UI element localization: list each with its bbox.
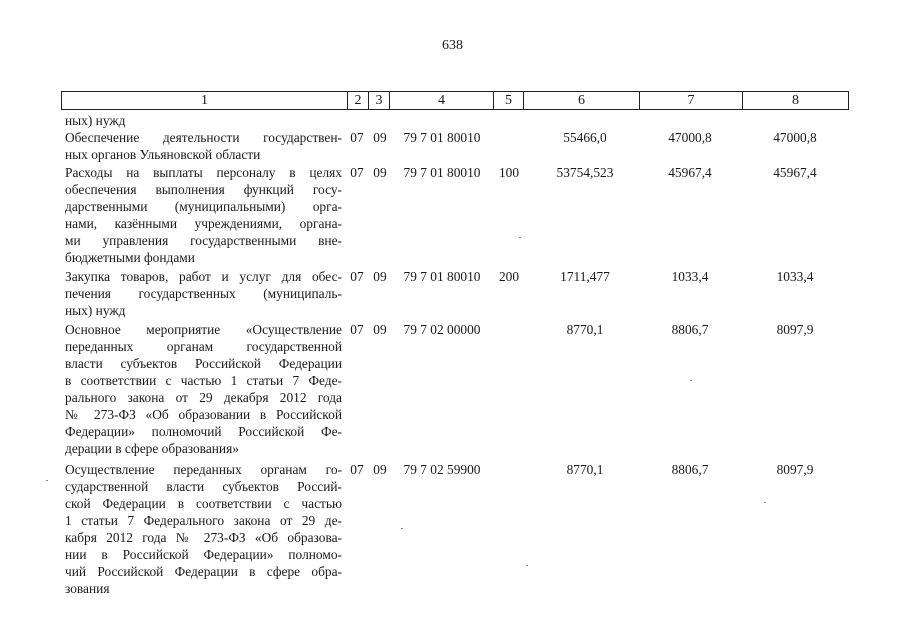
description-line: бюджетными фондами xyxy=(65,250,195,265)
description-line: № 273-ФЗ «Об образовании в Российской xyxy=(65,407,342,422)
scan-speck xyxy=(519,237,521,238)
description-line: сударственной власти субъектов Россий- xyxy=(65,479,342,494)
row-description xyxy=(65,129,342,163)
description-line: 1 статьи 7 Федерального закона от 29 де- xyxy=(65,513,342,528)
description-line: рального закона от 29 декабря 2012 года xyxy=(65,390,342,405)
description-line: переданных органам государственной xyxy=(65,339,342,354)
cell-amount-7: 8806,7 xyxy=(671,462,709,477)
header-col-4: 4 xyxy=(390,92,494,109)
description-line: нами, казёнными учреждениями, органа- xyxy=(65,216,342,231)
description-line: ных) нужд xyxy=(65,113,126,128)
cell-section: 07 xyxy=(350,269,364,284)
description-line: власти субъектов Российской Федерации xyxy=(65,356,342,371)
description-line: кабря 2012 года № 273-ФЗ «Об образова- xyxy=(65,530,342,545)
description-line: ми управления государственными вне- xyxy=(65,233,342,248)
row-description xyxy=(65,112,342,129)
cell-expense-type: 100 xyxy=(498,165,520,180)
description-line: печения государственных (муниципаль- xyxy=(65,286,342,301)
cell-amount-7: 1033,4 xyxy=(671,269,709,284)
description-line: зования xyxy=(65,581,110,596)
row-description xyxy=(65,268,342,319)
description-line: нии в Российской Федерации» полномо- xyxy=(65,547,342,562)
cell-amount-7: 8806,7 xyxy=(671,322,709,337)
header-col-2: 2 xyxy=(348,92,369,109)
cell-amount-6: 1711,477 xyxy=(560,269,610,284)
cell-amount-8: 8097,9 xyxy=(776,322,814,337)
cell-section: 07 xyxy=(350,130,364,145)
header-col-8: 8 xyxy=(792,93,799,108)
scan-speck xyxy=(764,502,766,503)
cell-subsection: 09 xyxy=(373,130,387,145)
cell-amount-8: 8097,9 xyxy=(776,462,814,477)
table-header-row xyxy=(61,91,849,110)
description-line: обеспечения выполнения функций госу- xyxy=(65,182,342,197)
header-col-6: 6 xyxy=(524,92,640,109)
description-line: чий Российской Федерации в сфере обра- xyxy=(65,564,342,579)
cell-target-article: 79 7 01 80010 xyxy=(403,165,481,180)
description-line: ных органов Ульяновской области xyxy=(65,147,261,162)
description-line: ных) нужд xyxy=(65,303,126,318)
header-col-5: 5 xyxy=(494,92,524,109)
cell-section: 07 xyxy=(350,322,364,337)
header-col-3: 3 xyxy=(369,92,390,109)
cell-expense-type: 200 xyxy=(498,269,520,284)
cell-subsection: 09 xyxy=(373,269,387,284)
scan-speck xyxy=(690,380,692,381)
scan-speck xyxy=(526,565,528,566)
scan-speck xyxy=(46,480,48,481)
cell-amount-8: 45967,4 xyxy=(773,165,817,180)
cell-target-article: 79 7 01 80010 xyxy=(403,269,481,284)
description-line: Расходы на выплаты персоналу в целях xyxy=(65,165,342,180)
cell-section: 07 xyxy=(350,165,364,180)
cell-amount-8: 47000,8 xyxy=(773,130,817,145)
page-number: 638 xyxy=(442,38,463,53)
description-line: Основное мероприятие «Осуществление xyxy=(65,322,342,337)
description-line: дерации в сфере образования» xyxy=(65,441,239,456)
scan-speck xyxy=(401,528,403,529)
row-description xyxy=(65,461,342,597)
cell-amount-6: 55466,0 xyxy=(563,130,607,145)
cell-subsection: 09 xyxy=(373,462,387,477)
description-line: Осуществление переданных органам го- xyxy=(65,462,342,477)
cell-amount-7: 45967,4 xyxy=(668,165,712,180)
row-description xyxy=(65,321,342,457)
description-line: дарственными (муниципальными) орга- xyxy=(65,199,342,214)
header-col-1: 1 xyxy=(62,92,348,109)
cell-section: 07 xyxy=(350,462,364,477)
description-line: в соответствии с частью 1 статьи 7 Феде- xyxy=(65,373,342,388)
cell-amount-6: 53754,523 xyxy=(556,165,614,180)
cell-amount-8: 1033,4 xyxy=(776,269,814,284)
header-col-7: 7 xyxy=(640,92,743,109)
cell-amount-6: 8770,1 xyxy=(566,462,604,477)
cell-subsection: 09 xyxy=(373,322,387,337)
cell-target-article: 79 7 02 00000 xyxy=(403,322,481,337)
cell-target-article: 79 7 02 59900 xyxy=(403,462,481,477)
cell-subsection: 09 xyxy=(373,165,387,180)
description-line: Закупка товаров, работ и услуг для обес- xyxy=(65,269,342,284)
cell-amount-7: 47000,8 xyxy=(668,130,712,145)
row-description xyxy=(65,164,342,266)
description-line: Обеспечение деятельности государствен- xyxy=(65,130,342,145)
description-line: Федерации» полномочий Российской Фе- xyxy=(65,424,342,439)
cell-target-article: 79 7 01 80010 xyxy=(403,130,481,145)
description-line: ской Федерации в соответствии с частью xyxy=(65,496,342,511)
cell-amount-6: 8770,1 xyxy=(566,322,604,337)
